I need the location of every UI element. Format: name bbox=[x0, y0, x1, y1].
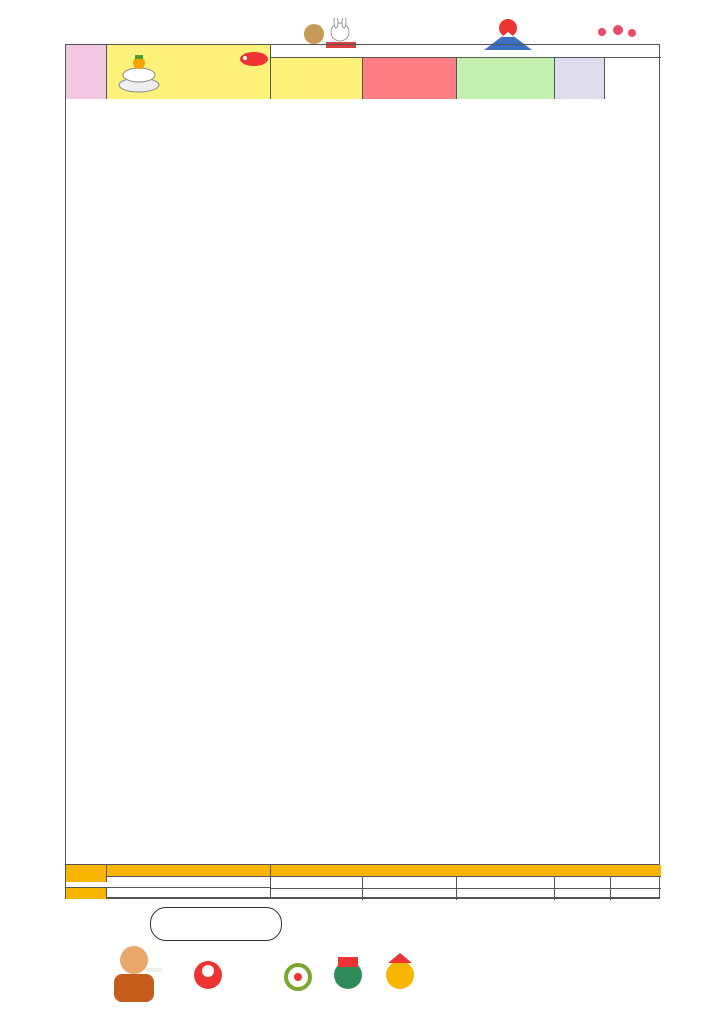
header-decoration-ume bbox=[596, 22, 640, 42]
avg-val-energy bbox=[271, 888, 363, 900]
avg-val-carb bbox=[555, 888, 611, 900]
group-heat-label bbox=[271, 58, 362, 86]
month-cell bbox=[107, 45, 271, 99]
food-groups-title bbox=[271, 45, 555, 58]
group-body-cell bbox=[457, 58, 555, 99]
age-label bbox=[555, 45, 661, 58]
avg-val-salt bbox=[611, 888, 661, 900]
avg-val-protein bbox=[363, 888, 457, 900]
group-blood-label bbox=[363, 58, 456, 70]
allergy-header-cell bbox=[605, 58, 661, 99]
table-header bbox=[66, 45, 661, 99]
avg-col-salt bbox=[611, 877, 661, 888]
koinobori-icon bbox=[237, 47, 271, 71]
avg-col-energy bbox=[271, 877, 363, 888]
avg-col-fat bbox=[457, 877, 555, 888]
group-blood-cell bbox=[363, 58, 457, 99]
nutrients-header bbox=[555, 58, 604, 62]
group-body-label bbox=[457, 58, 554, 70]
summary-age-value bbox=[66, 887, 107, 899]
summary-target-header bbox=[107, 876, 271, 887]
new-year-characters-icon bbox=[188, 945, 428, 1005]
sponsor-portrait-icon bbox=[104, 940, 164, 1002]
lunch-label-cell bbox=[66, 45, 107, 99]
menu-table bbox=[65, 44, 660, 899]
avg-col-carb bbox=[555, 877, 611, 888]
greeting-bubble bbox=[150, 907, 282, 941]
summary-target-title bbox=[107, 865, 271, 876]
avg-col-protein bbox=[363, 877, 457, 888]
allergy-header bbox=[605, 58, 661, 65]
summary-avg-title bbox=[271, 865, 661, 876]
summary-target-value bbox=[107, 887, 271, 899]
group-heat-cell bbox=[271, 58, 363, 99]
kagamimochi-icon bbox=[117, 53, 161, 93]
avg-val-fat bbox=[457, 888, 555, 900]
summary-table bbox=[65, 864, 660, 898]
food-groups-cell bbox=[271, 45, 661, 99]
summary-avg-cols bbox=[271, 876, 661, 899]
summary-age-label bbox=[66, 865, 107, 882]
nutrients-header-cell bbox=[555, 58, 605, 99]
